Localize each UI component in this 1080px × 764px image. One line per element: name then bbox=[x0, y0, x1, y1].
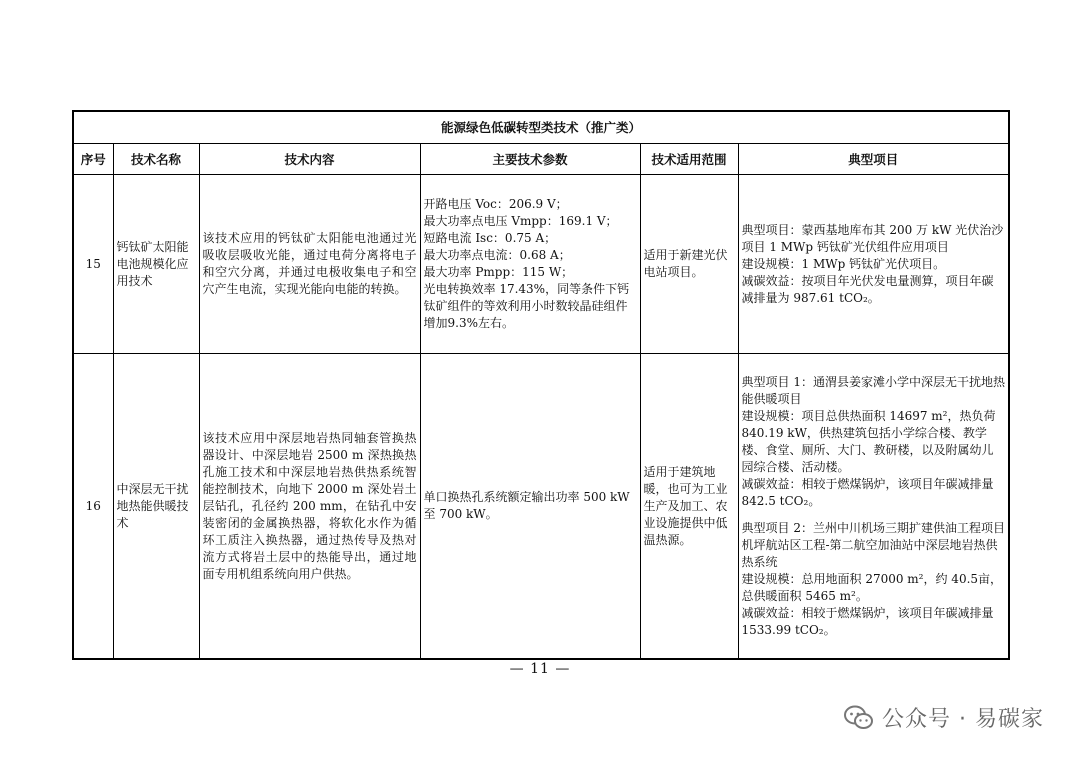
project-line: 建设规模：1 MWp 钙钛矿光伏项目。 bbox=[741, 256, 946, 271]
tech-scope: 适用于新建光伏电站项目。 bbox=[640, 175, 738, 354]
param-line: 开路电压 Voc：206.9 V； bbox=[423, 197, 568, 211]
tech-params bbox=[420, 175, 640, 354]
watermark bbox=[844, 702, 1044, 733]
table-row bbox=[73, 354, 1009, 660]
header-projects: 典型项目 bbox=[738, 144, 1009, 175]
param-line: 最大功率 Pmpp：115 W； bbox=[423, 265, 574, 279]
project-line: 减碳效益：相较于燃煤锅炉，该项目年碳减排量 1533.99 tCO₂。 bbox=[741, 605, 994, 637]
header-scope: 技术适用范围 bbox=[640, 144, 738, 175]
param-line: 短路电流 Isc：0.75 A； bbox=[423, 231, 557, 245]
tech-params bbox=[420, 354, 640, 660]
table-row bbox=[73, 175, 1009, 354]
param-line: 单口换热孔系统额定输出功率 500 kW至 700 kW。 bbox=[423, 490, 630, 521]
row-number: 16 bbox=[73, 354, 113, 660]
table-header-row bbox=[73, 144, 1009, 175]
param-line: 最大功率点电流：0.68 A； bbox=[423, 248, 571, 262]
header-name: 技术名称 bbox=[113, 144, 199, 175]
tech-scope: 适用于建筑地暖，也可为工业生产及加工、农业设施提供中低温热源。 bbox=[640, 354, 738, 660]
watermark-text: 公众号 · 易碳家 bbox=[882, 707, 1044, 732]
page-number: — 11 — bbox=[509, 661, 571, 677]
param-line: 光电转换效率 17.43%，同等条件下钙钛矿组件的等效利用小时数较晶硅组件增加9.3%左右。 bbox=[423, 282, 630, 330]
header-content: 技术内容 bbox=[199, 144, 420, 175]
project-line: 典型项目 1：通渭县姜家滩小学中深层无干扰地热能供暖项目 bbox=[741, 374, 1005, 406]
header-no: 序号 bbox=[73, 144, 113, 175]
spacer bbox=[742, 510, 1006, 520]
param-line: 最大功率点电压 Vmpp：169.1 V； bbox=[423, 214, 618, 228]
project-line: 减碳效益：相较于燃煤锅炉，该项目年碳减排量 842.5 tCO₂。 bbox=[741, 476, 994, 508]
table-title: 能源绿色低碳转型类技术（推广类） bbox=[73, 111, 1009, 144]
header-params: 主要技术参数 bbox=[420, 144, 640, 175]
tech-name: 中深层无干扰地热能供暖技术 bbox=[113, 354, 199, 660]
technology-table bbox=[72, 110, 1010, 660]
tech-content: 该技术应用的钙钛矿太阳能电池通过光吸收层吸收光能，通过电荷分离将电子和空穴分离，并通过电极收集电子和空穴产生电流，实现光能向电能的转换。 bbox=[199, 175, 420, 354]
project-line: 建设规模：项目总供热面积 14697 m²，热负荷 840.19 kW，供热建筑包括小学综合楼、教学楼、食堂、厕所、大门、教研楼，以及附属幼儿园综合楼、活动楼。 bbox=[741, 408, 996, 474]
project-line: 建设规模：总用地面积 27000 m²，约 40.5亩，总供暖面积 5465 m²。 bbox=[741, 571, 1003, 603]
typical-projects bbox=[738, 354, 1009, 660]
wechat-icon bbox=[844, 705, 874, 731]
typical-projects bbox=[738, 175, 1009, 354]
tech-content: 该技术应用中深层地岩热同轴套管换热器设计、中深层地岩 2500 m 深热换热孔施工技术和中深层地岩热供热系统智能控制技术，向地下 2000 m 深处岩土层钻孔，孔径约 200 mm，在钻孔中安装密闭的金属换热器，将软化水作为循环工质注入换热器，通过热传导及热对流方式将岩土层中的热能导出，通过地面专用机组系统向用户供热。 bbox=[199, 354, 420, 660]
tech-name: 钙钛矿太阳能电池规模化应用技术 bbox=[113, 175, 199, 354]
project-line: 典型项目 2：兰州中川机场三期扩建供油工程项目机坪航站区工程-第二航空加油站中深层地岩热供热系统 bbox=[741, 520, 1005, 569]
row-number: 15 bbox=[73, 175, 113, 354]
project-line: 典型项目：蒙西基地库布其 200 万 kW 光伏治沙项目 1 MWp 钙钛矿光伏组件应用项目 bbox=[741, 222, 1004, 254]
project-line: 减碳效益：按项目年光伏发电量测算，项目年碳减排量为 987.61 tCO₂。 bbox=[741, 273, 994, 305]
